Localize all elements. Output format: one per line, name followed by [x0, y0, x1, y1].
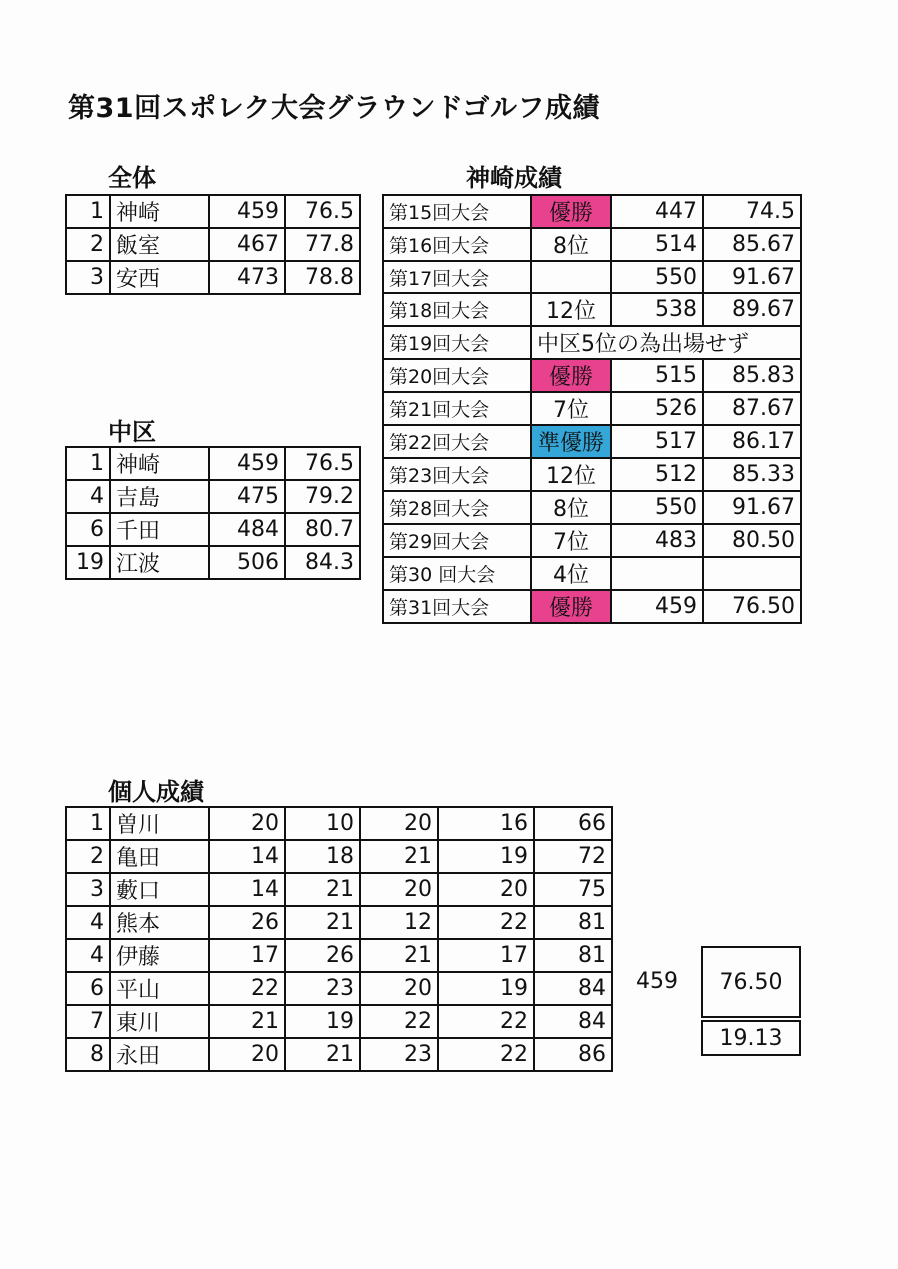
event-cell: 第21回大会	[383, 392, 531, 425]
total-cell: 550	[611, 261, 703, 293]
table-row	[66, 1038, 612, 1071]
team-total: 459	[636, 969, 678, 994]
total-cell: 512	[611, 458, 703, 491]
total-cell: 81	[534, 939, 612, 972]
total-cell: 526	[611, 392, 703, 425]
result-cell: 4位	[531, 557, 611, 590]
individual-table	[65, 806, 613, 1072]
table-row	[66, 906, 612, 939]
result-cell: 優勝	[531, 359, 611, 392]
result-cell: 7位	[531, 392, 611, 425]
total-cell: 550	[611, 491, 703, 524]
avg-cell: 85.33	[703, 458, 801, 491]
total-cell: 459	[209, 447, 285, 480]
table-row	[66, 261, 360, 294]
naka-table	[65, 446, 361, 580]
table-row	[383, 524, 801, 557]
result-cell: 8位	[531, 228, 611, 261]
total-cell: 84	[534, 972, 612, 1005]
total-cell: 84	[534, 1005, 612, 1038]
event-cell: 第31回大会	[383, 590, 531, 623]
rank-cell: 3	[66, 873, 110, 906]
score-cell: 21	[360, 840, 438, 873]
name-cell: 永田	[110, 1038, 209, 1071]
avg-cell: 84.3	[285, 546, 360, 579]
table-row	[66, 840, 612, 873]
kanzaki-heading: 神崎成績	[466, 164, 562, 192]
rank-cell: 4	[66, 939, 110, 972]
avg-cell: 91.67	[703, 261, 801, 293]
table-row	[66, 807, 612, 840]
result-cell: 7位	[531, 524, 611, 557]
name-cell: 曽川	[110, 807, 209, 840]
score-cell: 14	[209, 873, 285, 906]
score-cell: 21	[285, 873, 360, 906]
score-cell: 16	[438, 807, 534, 840]
individual-heading: 個人成績	[108, 778, 204, 806]
table-row	[383, 326, 801, 359]
rank-cell: 3	[66, 261, 110, 294]
table-row	[66, 447, 360, 480]
result-cell: 準優勝	[531, 425, 611, 458]
event-cell: 第17回大会	[383, 261, 531, 293]
avg-cell: 85.83	[703, 359, 801, 392]
result-cell: 優勝	[531, 195, 611, 228]
rank-cell: 1	[66, 195, 110, 228]
team-cell: 江波	[110, 546, 209, 579]
total-cell: 447	[611, 195, 703, 228]
overall-heading: 全体	[108, 164, 156, 192]
note-cell: 中区5位の為出場せず	[531, 326, 801, 359]
table-row	[383, 557, 801, 590]
avg-cell: 80.50	[703, 524, 801, 557]
table-row	[383, 228, 801, 261]
table-row	[66, 513, 360, 546]
result-cell: 12位	[531, 458, 611, 491]
avg-cell: 77.8	[285, 228, 360, 261]
event-cell: 第16回大会	[383, 228, 531, 261]
score-cell: 21	[209, 1005, 285, 1038]
rank-cell: 2	[66, 228, 110, 261]
avg-cell: 85.67	[703, 228, 801, 261]
event-cell: 第18回大会	[383, 293, 531, 326]
event-cell: 第22回大会	[383, 425, 531, 458]
per-person-average: 19.13	[701, 1020, 801, 1056]
avg-cell	[703, 557, 801, 590]
team-cell: 神崎	[110, 447, 209, 480]
score-cell: 22	[438, 906, 534, 939]
score-cell: 20	[209, 807, 285, 840]
score-cell: 26	[209, 906, 285, 939]
score-cell: 17	[438, 939, 534, 972]
total-cell: 467	[209, 228, 285, 261]
avg-cell: 76.50	[703, 590, 801, 623]
rank-cell: 1	[66, 447, 110, 480]
team-cell: 千田	[110, 513, 209, 546]
team-cell: 吉島	[110, 480, 209, 513]
event-cell: 第15回大会	[383, 195, 531, 228]
rank-cell: 4	[66, 906, 110, 939]
total-cell: 86	[534, 1038, 612, 1071]
score-cell: 23	[285, 972, 360, 1005]
total-cell: 515	[611, 359, 703, 392]
table-row	[66, 546, 360, 579]
total-cell: 506	[209, 546, 285, 579]
total-cell: 66	[534, 807, 612, 840]
score-cell: 21	[285, 1038, 360, 1071]
score-cell: 21	[285, 906, 360, 939]
score-cell: 22	[438, 1005, 534, 1038]
table-row	[383, 195, 801, 228]
table-row	[383, 491, 801, 524]
score-cell: 14	[209, 840, 285, 873]
total-cell	[611, 557, 703, 590]
kanzaki-table	[382, 194, 802, 624]
event-cell: 第20回大会	[383, 359, 531, 392]
total-cell: 483	[611, 524, 703, 557]
event-cell: 第30 回大会	[383, 557, 531, 590]
rank-cell: 6	[66, 513, 110, 546]
rank-cell: 19	[66, 546, 110, 579]
team-average: 76.50	[701, 946, 801, 1018]
event-cell: 第19回大会	[383, 326, 531, 359]
score-cell: 12	[360, 906, 438, 939]
event-cell: 第29回大会	[383, 524, 531, 557]
result-cell: 12位	[531, 293, 611, 326]
name-cell: 平山	[110, 972, 209, 1005]
page-title: 第31回スポレク大会グラウンドゴルフ成績	[68, 93, 600, 124]
name-cell: 東川	[110, 1005, 209, 1038]
name-cell: 伊藤	[110, 939, 209, 972]
result-cell: 8位	[531, 491, 611, 524]
total-cell: 81	[534, 906, 612, 939]
score-cell: 10	[285, 807, 360, 840]
avg-cell: 91.67	[703, 491, 801, 524]
avg-cell: 76.5	[285, 447, 360, 480]
table-row	[383, 425, 801, 458]
rank-cell: 1	[66, 807, 110, 840]
score-cell: 19	[285, 1005, 360, 1038]
result-cell: 優勝	[531, 590, 611, 623]
total-cell: 514	[611, 228, 703, 261]
table-row	[66, 195, 360, 228]
result-cell	[531, 261, 611, 293]
table-row	[383, 293, 801, 326]
total-cell: 538	[611, 293, 703, 326]
total-cell: 484	[209, 513, 285, 546]
avg-cell: 89.67	[703, 293, 801, 326]
score-cell: 22	[209, 972, 285, 1005]
score-cell: 20	[438, 873, 534, 906]
table-row	[66, 1005, 612, 1038]
table-row	[383, 261, 801, 293]
rank-cell: 6	[66, 972, 110, 1005]
team-cell: 神崎	[110, 195, 209, 228]
rank-cell: 7	[66, 1005, 110, 1038]
total-cell: 475	[209, 480, 285, 513]
table-row	[383, 590, 801, 623]
total-cell: 75	[534, 873, 612, 906]
score-cell: 22	[360, 1005, 438, 1038]
rank-cell: 4	[66, 480, 110, 513]
avg-cell: 76.5	[285, 195, 360, 228]
score-cell: 19	[438, 972, 534, 1005]
rank-cell: 2	[66, 840, 110, 873]
name-cell: 熊本	[110, 906, 209, 939]
score-cell: 26	[285, 939, 360, 972]
score-cell: 20	[360, 873, 438, 906]
score-cell: 20	[209, 1038, 285, 1071]
name-cell: 藪口	[110, 873, 209, 906]
naka-heading: 中区	[108, 418, 156, 446]
table-row	[66, 873, 612, 906]
table-row	[383, 359, 801, 392]
score-cell: 21	[360, 939, 438, 972]
score-cell: 17	[209, 939, 285, 972]
table-row	[66, 228, 360, 261]
team-cell: 飯室	[110, 228, 209, 261]
event-cell: 第23回大会	[383, 458, 531, 491]
score-cell: 19	[438, 840, 534, 873]
total-cell: 473	[209, 261, 285, 294]
score-cell: 22	[438, 1038, 534, 1071]
score-cell: 20	[360, 807, 438, 840]
table-row	[66, 480, 360, 513]
name-cell: 亀田	[110, 840, 209, 873]
avg-cell: 86.17	[703, 425, 801, 458]
score-cell: 20	[360, 972, 438, 1005]
avg-cell: 87.67	[703, 392, 801, 425]
score-cell: 18	[285, 840, 360, 873]
avg-cell: 78.8	[285, 261, 360, 294]
total-cell: 72	[534, 840, 612, 873]
total-cell: 459	[611, 590, 703, 623]
score-cell: 23	[360, 1038, 438, 1071]
table-row	[383, 458, 801, 491]
total-cell: 517	[611, 425, 703, 458]
team-cell: 安西	[110, 261, 209, 294]
event-cell: 第28回大会	[383, 491, 531, 524]
table-row	[66, 939, 612, 972]
total-cell: 459	[209, 195, 285, 228]
avg-cell: 74.5	[703, 195, 801, 228]
avg-cell: 79.2	[285, 480, 360, 513]
overall-table	[65, 194, 361, 295]
table-row	[66, 972, 612, 1005]
avg-cell: 80.7	[285, 513, 360, 546]
rank-cell: 8	[66, 1038, 110, 1071]
table-row	[383, 392, 801, 425]
